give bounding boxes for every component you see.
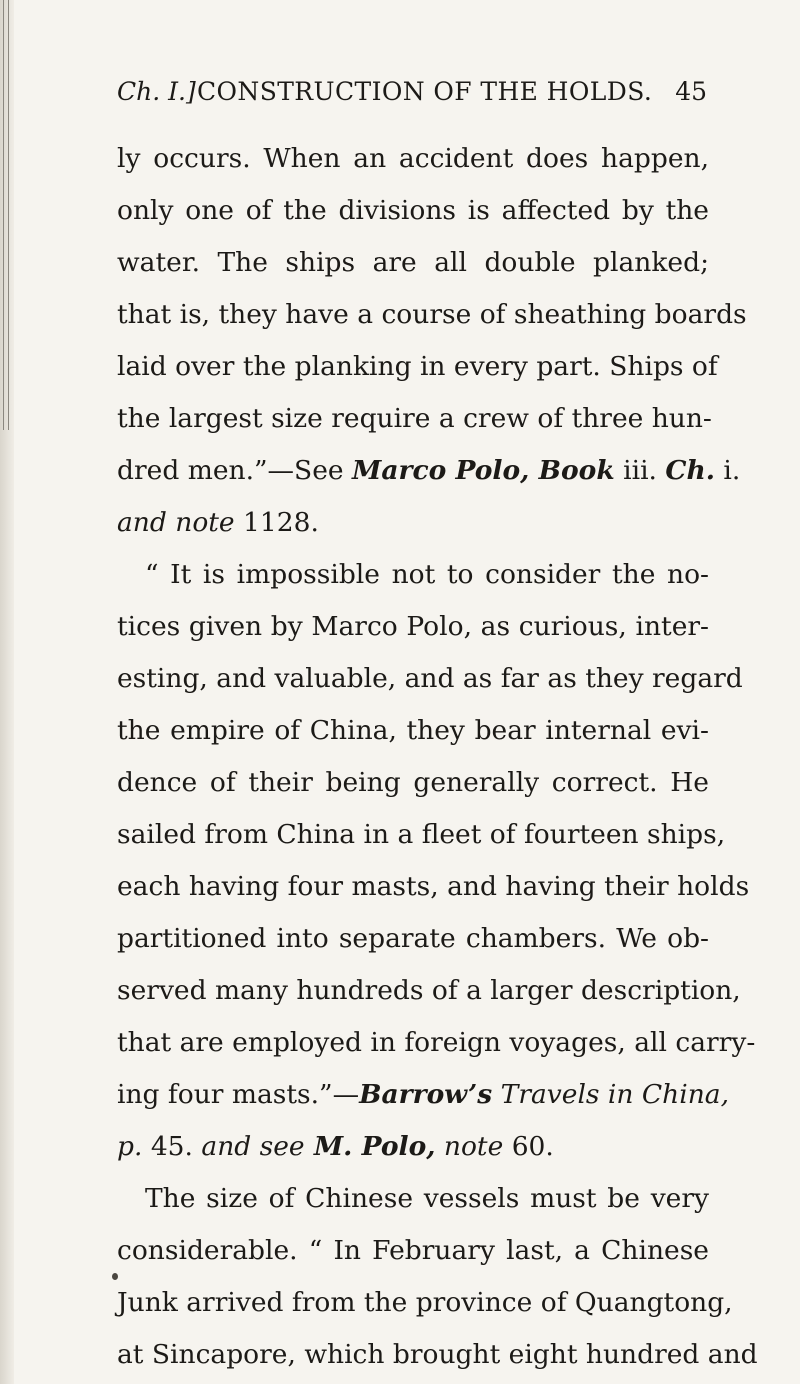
- text-run: the largest size require a crew of three hun-: [117, 403, 712, 434]
- text-line: [117, 1017, 756, 1069]
- text-run: 45.: [142, 1131, 202, 1162]
- text-run: Junk arrived from the province of Quangtong,: [117, 1287, 733, 1318]
- running-header: [117, 72, 707, 112]
- text-run: “ It is impossible not to consider the no-: [145, 559, 709, 590]
- text-run: p.: [117, 1131, 143, 1162]
- text-line: [117, 861, 750, 913]
- text-line: [117, 497, 709, 549]
- text-run: at Sincapore, which brought eight hundred and: [117, 1339, 758, 1370]
- text-run: Marco Polo, Book: [352, 455, 615, 486]
- running-title: CONSTRUCTION OF THE HOLDS.: [197, 77, 653, 106]
- text-line: [117, 185, 709, 237]
- text-run: dred men.”—See: [117, 455, 352, 486]
- binding-line: [8, 0, 9, 430]
- body-text: [117, 133, 758, 1381]
- chapter-reference: Ch. I.]: [117, 77, 196, 106]
- text-run: ly occurs. When an accident does happen,: [117, 143, 709, 174]
- text-run: laid over the planking in every part. Ships of: [117, 351, 718, 382]
- text-line: [117, 393, 712, 445]
- page-number: 45: [675, 77, 707, 106]
- text-line: [117, 809, 726, 861]
- text-line: [117, 913, 709, 965]
- text-line: [117, 757, 709, 809]
- text-line: [117, 601, 709, 653]
- text-line: [117, 1173, 709, 1225]
- text-run: Travels in China,: [492, 1079, 730, 1110]
- text-run: that are employed in foreign voyages, all carry-: [117, 1027, 756, 1058]
- text-run: Ch.: [665, 455, 715, 486]
- binding-line: [3, 0, 4, 430]
- text-line: [117, 1121, 709, 1173]
- page-binding-edge: [0, 0, 14, 1384]
- text-run: partitioned into separate chambers. We ob-: [117, 923, 709, 954]
- text-line: [117, 341, 718, 393]
- text-run: only one of the divisions is affected by the: [117, 195, 709, 226]
- text-run: each having four masts, and having their holds: [117, 871, 750, 902]
- text-line: [117, 1277, 733, 1329]
- text-run: M. Polo,: [304, 1131, 436, 1162]
- text-run: Barrow’s: [359, 1079, 493, 1110]
- text-line: [117, 965, 741, 1017]
- text-run: water. The ships are all double planked;: [117, 247, 709, 278]
- text-run: tices given by Marco Polo, as curious, inter-: [117, 611, 709, 642]
- text-line: [117, 1069, 730, 1121]
- text-line: [117, 133, 709, 185]
- text-run: the empire of China, they bear internal evi-: [117, 715, 709, 746]
- text-run: and see: [201, 1131, 305, 1162]
- text-line: [117, 549, 709, 601]
- text-run: 1128.: [234, 507, 319, 538]
- text-run: ing four masts.”—: [117, 1079, 360, 1110]
- text-run: sailed from China in a fleet of fourteen ships,: [117, 819, 726, 850]
- text-run: esting, and valuable, and as far as they regard: [117, 663, 743, 694]
- text-run: considerable. “ In February last, a Chinese: [117, 1235, 709, 1266]
- text-run: i.: [715, 455, 741, 486]
- paper-speck: [112, 1273, 118, 1280]
- text-run: note: [435, 1131, 504, 1162]
- text-line: [117, 653, 743, 705]
- text-line: [117, 445, 741, 497]
- text-run: that is, they have a course of sheathing boards: [117, 299, 747, 330]
- text-line: [117, 237, 709, 289]
- text-run: served many hundreds of a larger description,: [117, 975, 741, 1006]
- text-run: and note: [117, 507, 235, 538]
- text-line: [117, 1225, 709, 1277]
- text-run: The size of Chinese vessels must be very: [145, 1183, 709, 1214]
- text-run: iii.: [614, 455, 666, 486]
- text-line: [117, 705, 709, 757]
- text-run: dence of their being generally correct. He: [117, 767, 709, 798]
- text-line: [117, 289, 747, 341]
- text-line: [117, 1329, 758, 1381]
- text-run: 60.: [503, 1131, 554, 1162]
